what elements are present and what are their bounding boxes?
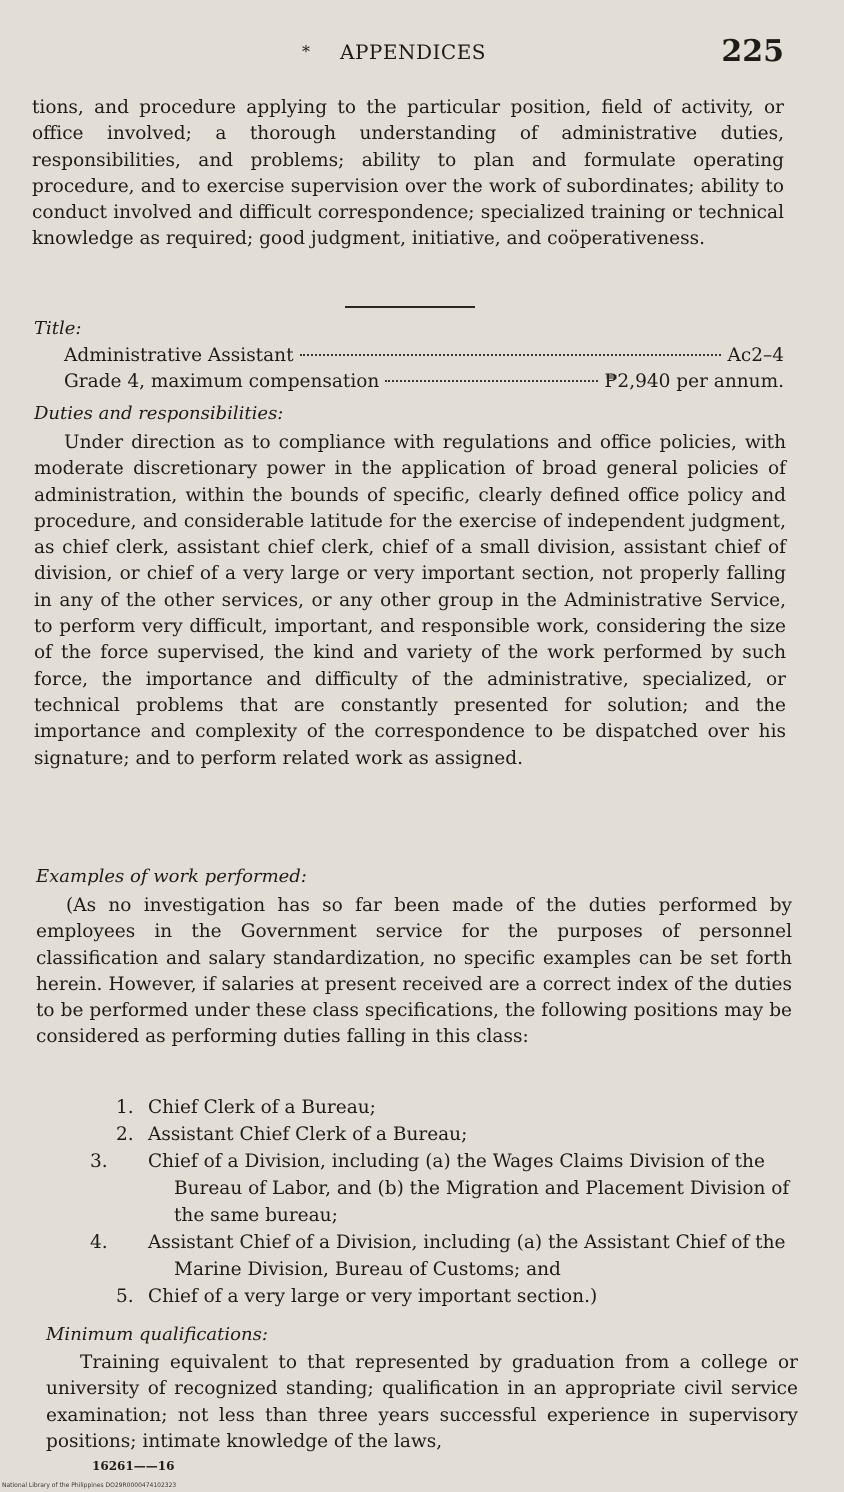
examples-paragraph: (As no investigation has so far been made of the duties performed by employees in the Government service for the purposes of personnel classification and salary standardization, no specific examples can be set forth herein. However, if salaries at present received are a correct index of the duties to be performed under these class specifications, the following positions may be considered as performing duties falling in this class:	[36, 895, 792, 1048]
list-item: 1. Chief Clerk of a Bureau;	[116, 1097, 376, 1118]
title-heading: Title:	[34, 318, 82, 339]
list-item: 4. Assistant Chief of a Division, including (a) the Assistant Chief of the Marine Division, Bureau of Customs; and	[90, 1232, 786, 1280]
grade-line	[64, 371, 784, 392]
position-line	[64, 345, 784, 366]
list-item: 3. Chief of a Division, including (a) the Wages Claims Division of the Bureau of Labor, and (b) the Migration and Placement Division of the same bureau;	[90, 1151, 790, 1226]
running-header	[0, 34, 844, 80]
section-divider	[345, 306, 475, 308]
running-title: APPENDICES	[340, 40, 486, 64]
qualifications-paragraph: Training equivalent to that represented by graduation from a college or university of recognized standing; qualification in an appropriate civil service examination; not less than three years successful experience in supervisory positions; intimate knowledge of the laws,	[46, 1352, 798, 1452]
examples-heading: Examples of work performed:	[36, 866, 307, 887]
header-mark: *	[302, 42, 310, 61]
compensation-value: ₱2,940 per annum.	[604, 371, 784, 392]
position-title: Administrative Assistant	[64, 345, 294, 366]
qualifications-heading: Minimum qualifications:	[46, 1324, 268, 1345]
page-number: 225	[721, 34, 784, 69]
positions-list	[90, 1094, 796, 1310]
duties-paragraph: Under direction as to compliance with regulations and office policies, with moderate discretionary power in the application of broad general policies of administration, within the bounds of specific, clearly defined office policy and procedure, and considerable latitude for the exercise of independent judgment, as chief clerk, assistant chief clerk, chief of a small division, assistant chief of division, or chief of a very large or very important section, not properly falling in any of the other services, or any other group in the Administrative Service, to perform very difficult, important, and responsible work, considering the size of the force supervised, the kind and variety of the work performed by such force, the importance and difficulty of the administrative, specialized, or technical problems that are constantly presented for solution; and the importance and complexity of the correspondence to be dispatched over his signature; and to perform related work as assigned.	[34, 432, 786, 769]
library-watermark: National Library of the Philippines DO29R0000474102323	[2, 1482, 177, 1489]
grade-label: Grade 4, maximum compensation	[64, 371, 380, 392]
intro-paragraph: tions, and procedure applying to the particular position, field of activity, or office involved; a thorough understanding of administrative duties, responsibilities, and problems; ability to plan and formulate operating procedure, and to exercise supervision over the work of subordinates; ability to conduct involved and difficult correspondence; specialized training or technical knowledge as required; good judgment, initiative, and coöperativeness.	[32, 97, 784, 250]
dot-leader	[385, 380, 598, 382]
list-item: 5. Chief of a very large or very important section.)	[116, 1286, 598, 1307]
list-item: 2. Assistant Chief Clerk of a Bureau;	[116, 1124, 468, 1145]
dot-leader	[300, 354, 722, 356]
position-code: Ac2–4	[727, 345, 784, 366]
print-code: 16261——16	[92, 1459, 175, 1473]
duties-heading: Duties and responsibilities:	[34, 403, 284, 424]
